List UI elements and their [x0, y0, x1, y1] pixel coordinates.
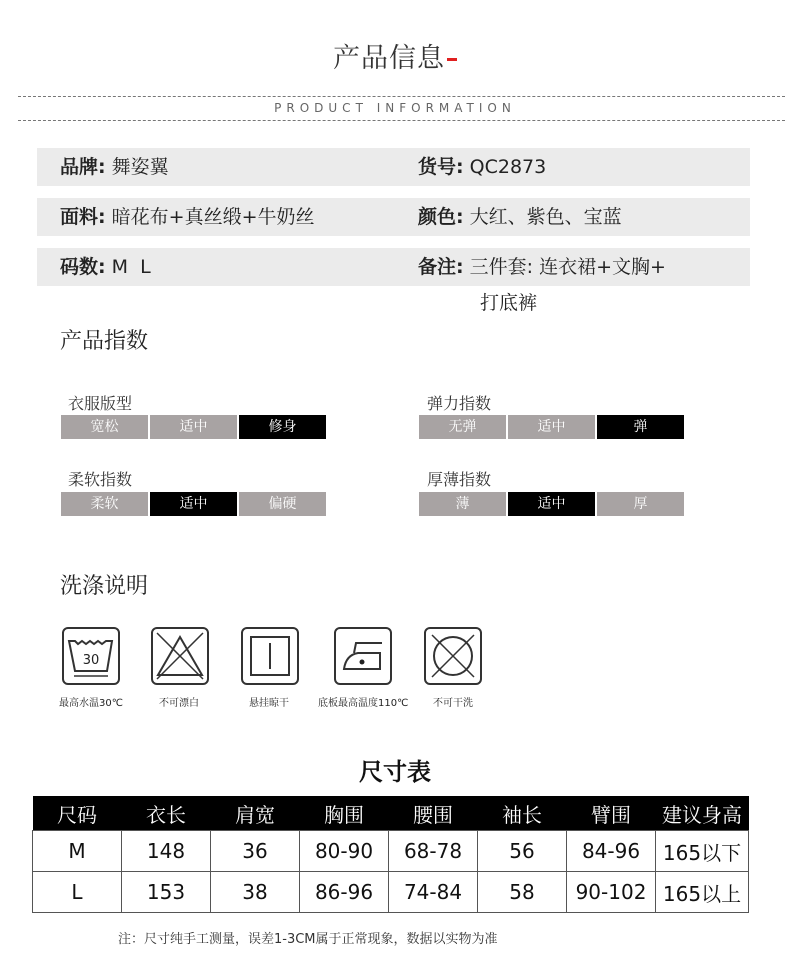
fabric-field — [60, 204, 315, 230]
header-waist: 腰围 — [389, 796, 478, 831]
fabric-label: 面料: — [60, 206, 106, 228]
hang-dry-label: 悬挂晾干 — [249, 698, 289, 709]
stretch-option-stretchy: 弹 — [597, 415, 684, 439]
header-sleeve: 袖长 — [478, 796, 567, 831]
page-title — [0, 36, 790, 75]
page-title-text: 产品信息 — [333, 43, 445, 74]
code-value: QC2873 — [469, 156, 547, 178]
cell-shoulder: 36 — [211, 831, 300, 872]
softness-option-medium: 适中 — [150, 492, 237, 516]
fabric-value: 暗花布+真丝缎+牛奶丝 — [111, 206, 315, 228]
fit-option-slim: 修身 — [239, 415, 326, 439]
header-length: 衣长 — [122, 796, 211, 831]
fit-index-label: 衣服版型 — [68, 394, 133, 413]
thickness-option-medium: 适中 — [508, 492, 595, 516]
size-value: M L — [111, 256, 151, 278]
thickness-index-label: 厚薄指数 — [427, 470, 492, 489]
brand-label: 品牌: — [60, 156, 106, 178]
divider-bottom — [18, 120, 785, 121]
washing-section-title: 洗涤说明 — [60, 574, 149, 599]
color-field — [418, 204, 622, 230]
color-label: 颜色: — [418, 206, 464, 228]
cell-length: 153 — [122, 872, 211, 913]
cell-shoulder: 38 — [211, 872, 300, 913]
fit-index-bar — [61, 415, 326, 439]
size-label: 码数: — [60, 256, 106, 278]
info-row-brand — [37, 148, 750, 186]
note-label: 备注: — [418, 256, 464, 278]
no-bleach-label: 不可漂白 — [159, 698, 199, 709]
cell-waist: 68-78 — [389, 831, 478, 872]
cell-arm: 84-96 — [567, 831, 656, 872]
size-table — [32, 796, 749, 913]
fit-option-medium: 适中 — [150, 415, 237, 439]
iron-110-label: 底板最高温度110℃ — [318, 698, 409, 709]
softness-option-soft: 柔软 — [61, 492, 148, 516]
no-bleach-icon — [151, 627, 209, 685]
no-dry-clean-icon — [424, 627, 482, 685]
cell-height: 165以上 — [656, 872, 749, 913]
hang-dry-icon — [241, 627, 299, 685]
size-chart-title: 尺寸表 — [359, 758, 431, 786]
header-shoulder: 肩宽 — [211, 796, 300, 831]
softness-index-label: 柔软指数 — [68, 470, 133, 489]
cell-length: 148 — [122, 831, 211, 872]
divider-top — [18, 96, 785, 97]
color-value: 大红、紫色、宝蓝 — [469, 206, 622, 228]
size-chart-note: 注：尺寸纯手工测量，误差1-3CM属于正常现象，数据以实物为准 — [118, 932, 498, 947]
table-row — [33, 872, 749, 913]
size-field — [60, 254, 151, 280]
note-value: 三件套: 连衣裙+文胸+ — [469, 256, 666, 278]
brand-field — [60, 154, 169, 180]
title-accent-dash — [447, 58, 457, 61]
cell-height: 165以下 — [656, 831, 749, 872]
info-row-size — [37, 248, 750, 286]
note-field — [418, 254, 666, 280]
cell-arm: 90-102 — [567, 872, 656, 913]
size-table-header-row — [33, 796, 749, 831]
header-height: 建议身高 — [656, 796, 749, 831]
index-section-title: 产品指数 — [60, 329, 149, 354]
header-bust: 胸围 — [300, 796, 389, 831]
code-field — [418, 154, 546, 180]
cell-waist: 74-84 — [389, 872, 478, 913]
page-subtitle: PRODUCT INFORMATION — [274, 101, 516, 115]
header-size: 尺码 — [33, 796, 122, 831]
wash-temp-text: 30 — [82, 653, 100, 668]
stretch-option-none: 无弹 — [419, 415, 506, 439]
softness-index-bar — [61, 492, 326, 516]
thickness-option-thick: 厚 — [597, 492, 684, 516]
fit-option-loose: 宽松 — [61, 415, 148, 439]
cell-bust: 86-96 — [300, 872, 389, 913]
thickness-option-thin: 薄 — [419, 492, 506, 516]
wash-30-icon — [62, 627, 120, 685]
stretch-index-bar — [419, 415, 684, 439]
brand-value: 舞姿翼 — [111, 156, 169, 178]
softness-option-firm: 偏硬 — [239, 492, 326, 516]
cell-sleeve: 58 — [478, 872, 567, 913]
no-dry-clean-label: 不可干洗 — [433, 698, 473, 709]
iron-110-icon — [334, 627, 392, 685]
header-arm: 臂围 — [567, 796, 656, 831]
code-label: 货号: — [418, 156, 464, 178]
cell-sleeve: 56 — [478, 831, 567, 872]
cell-bust: 80-90 — [300, 831, 389, 872]
stretch-index-label: 弹力指数 — [427, 394, 492, 413]
wash-30-label: 最高水温30℃ — [59, 698, 123, 709]
cell-size: M — [33, 831, 122, 872]
thickness-index-bar — [419, 492, 684, 516]
cell-size: L — [33, 872, 122, 913]
stretch-option-medium: 适中 — [508, 415, 595, 439]
table-row — [33, 831, 749, 872]
note-value-continued: 打底裤 — [480, 292, 538, 314]
info-row-fabric — [37, 198, 750, 236]
